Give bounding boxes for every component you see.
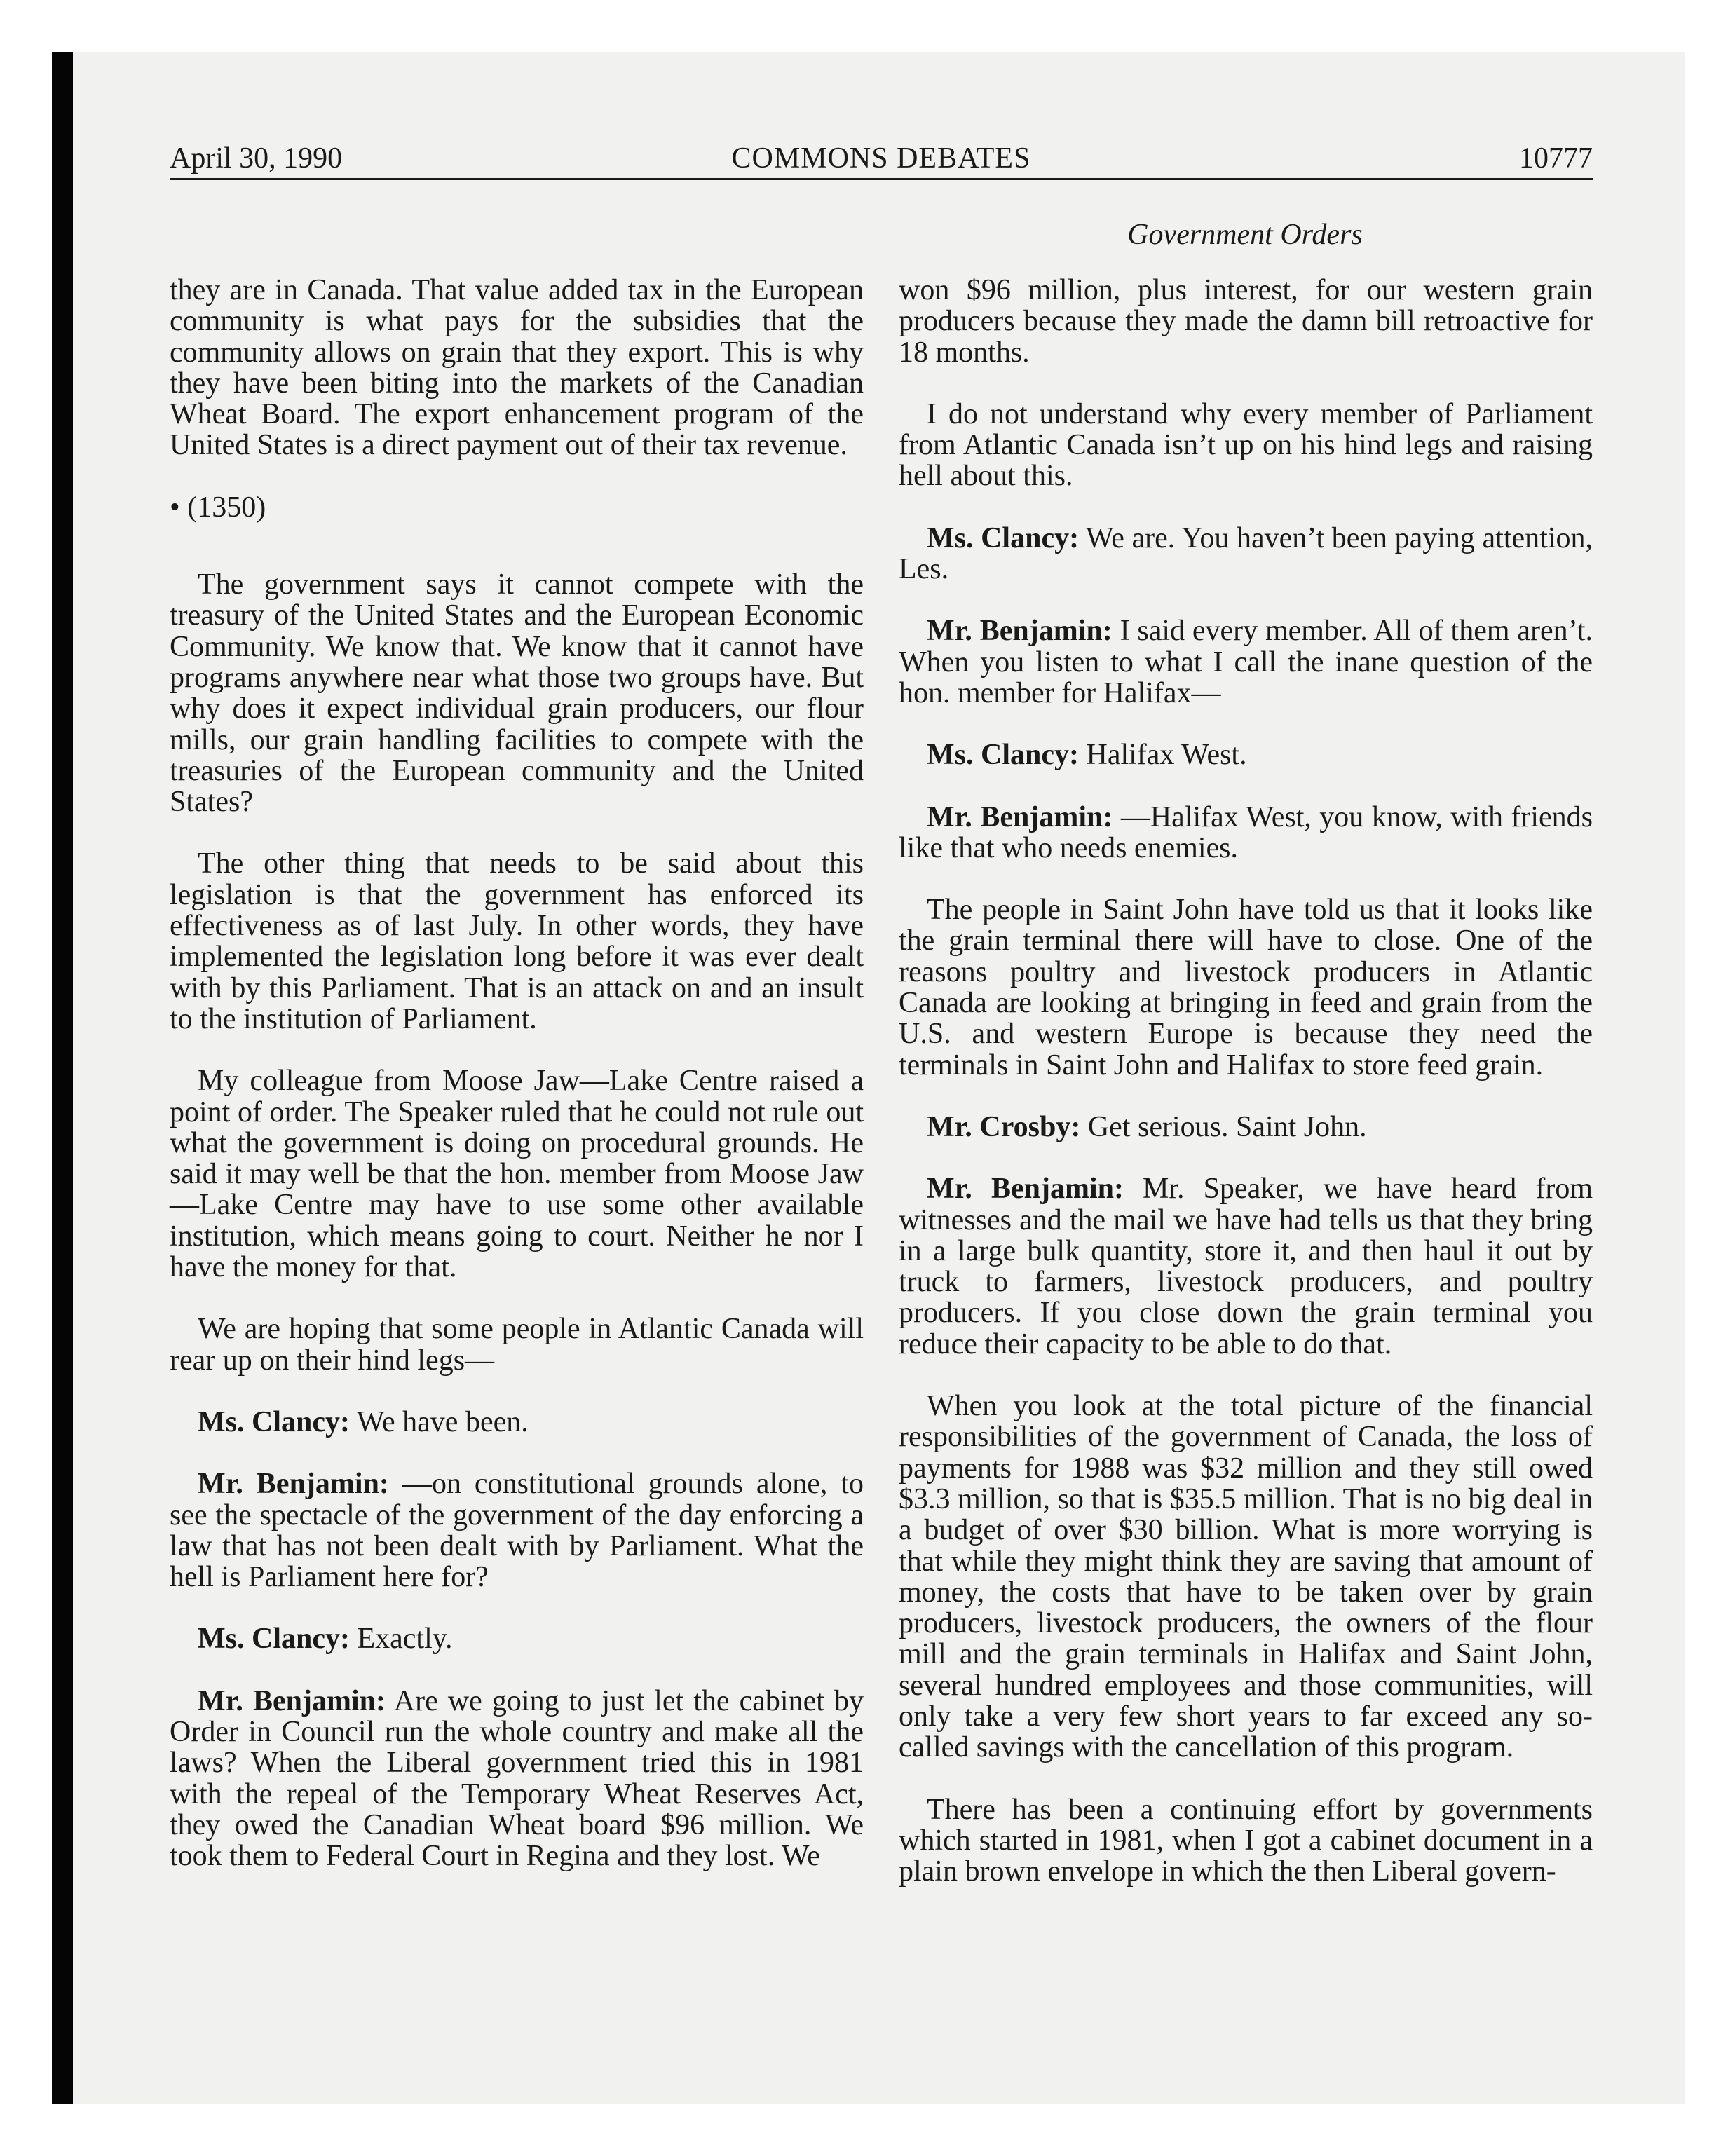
continued-paragraph: they are in Canada. That value added tax in the European community is what pays for the subsidies that the community allows on grain that they export. This is why they have been biting into the markets of the Canadian Wheat Board. The export enhancement program of the United States is a direct payment out of their tax revenue.: [170, 274, 864, 462]
speech-paragraph: [170, 1686, 864, 1872]
speech-paragraph: [899, 1112, 1593, 1142]
speaker-name: Ms. Clancy:: [198, 1623, 350, 1656]
speech-text: —Halifax West, you know, with friends like that who needs enemies.: [899, 800, 1593, 864]
header-rule: [170, 178, 1593, 180]
speech-paragraph: [899, 615, 1593, 709]
speech-paragraph: [170, 1407, 864, 1438]
speaker-name: Mr. Benjamin:: [927, 800, 1113, 833]
speech-paragraph: [899, 739, 1593, 770]
header-publication: COMMONS DEBATES: [731, 142, 1031, 175]
speech-text: Halifax West.: [1086, 739, 1247, 772]
paragraph: The other thing that needs to be said about this legislation is that the government has enforced its effectiveness as of last July. In other words, they have implemented the legislation long before it was ever dealt with by this Parliament. That is an attack on and an insult to the institution of Parliament.: [170, 847, 864, 1035]
page-header: [170, 137, 1593, 179]
paragraph: There has been a continuing effort by governments which started in 1981, when I got a cabinet document in a plain brown envelope in which the then Liberal govern-: [899, 1793, 1593, 1888]
paragraph: We are hoping that some people in Atlantic Canada will rear up on their hind legs—: [170, 1313, 864, 1377]
header-date: April 30, 1990: [170, 142, 343, 175]
paragraph: The people in Saint John have told us that it looks like the grain terminal there will have to close. One of the reasons poultry and livestock producers in Atlantic Canada are looking at bringing in feed and grain from the U.S. and western Europe is because they need the terminals in Saint John and Halifax to store feed grain.: [899, 894, 1593, 1082]
speaker-name: Ms. Clancy:: [198, 1405, 350, 1438]
paragraph: I do not understand why every member of Parliament from Atlantic Canada isn’t up on his hind legs and raising hell about this.: [899, 397, 1593, 493]
time-marker: • (1350): [170, 491, 266, 524]
speaker-name: Mr. Benjamin:: [927, 1173, 1124, 1206]
paragraph: My colleague from Moose Jaw—Lake Centre raised a point of order. The Speaker ruled that he could not rule out what the government is doing on procedural grounds. He said it may well be that the hon. member from Moose Jaw—Lake Centre may have to use some other available institution, which means going to court. Neither he nor I have the money for that.: [170, 1065, 864, 1284]
speech-text: Are we going to just let the cabinet by Order in Council run the whole country and make all the laws? When the Liberal government tried this in 1981 with the repeal of the Temporary Wheat Reserves Act, they owed the Canadian Wheat board $96 million. We took them to Federal Court in Regina and they lost. We: [170, 1684, 864, 1873]
speech-text: —on constitutional grounds alone, to see the spectacle of the government of the day enforcing a law that has not been dealt with by Parliament. What the hell is Parliament here for?: [170, 1468, 864, 1594]
speech-text: Exactly.: [357, 1623, 453, 1656]
scan-binding-edge: [52, 52, 73, 2104]
paragraph: When you look at the total picture of the financial responsibilities of the government of Canada, the loss of payments for 1988 was $32 million and they still owed $3.3 million, so that is $35.5 million. That is no big deal in a budget of over $30 billion. What is more worrying is that while they might think they are saving that amount of money, the costs that have to be taken over by grain producers, livestock producers, the owners of the flour mill and the grain terminals in Halifax and Saint John, several hundred employees and those communities, will only take a very few short years to far exceed any so-called savings with the cancellation of this program.: [899, 1390, 1593, 1764]
header-page-number: 10777: [1519, 142, 1593, 175]
speaker-name: Mr. Benjamin:: [927, 615, 1113, 648]
speech-text: We have been.: [356, 1405, 529, 1438]
speaker-name: Ms. Clancy:: [927, 739, 1079, 772]
speaker-name: Mr. Benjamin:: [198, 1684, 386, 1717]
speech-text: We are. You haven’t been paying attention, Les.: [899, 521, 1593, 586]
continued-paragraph: won $96 million, plus interest, for our western grain producers because they made the damn bill retroactive for 18 months.: [899, 274, 1593, 369]
speech-paragraph: [170, 1468, 864, 1592]
speech-paragraph: [899, 802, 1593, 864]
speech-text: Mr. Speaker, we have heard from witnesses and the mail we have had tells us that they bring in a large bulk quantity, store it, and then haul it out by truck to farmers, livestock producers, and poultry producers. If you close down the grain terminal you reduce their capacity to be able to do that.: [899, 1173, 1593, 1360]
right-column: [899, 275, 1593, 1887]
speech-text: I said every member. All of them aren’t. When you listen to what I call the inane question of the hon. member for Halifax—: [899, 615, 1593, 709]
speech-text: Get serious. Saint John.: [1087, 1110, 1367, 1143]
speech-paragraph: [899, 1173, 1593, 1360]
section-heading: Government Orders: [1127, 219, 1363, 251]
speech-paragraph: [170, 1623, 864, 1654]
speaker-name: Ms. Clancy:: [927, 521, 1080, 554]
left-column: [170, 275, 864, 1871]
speaker-name: Mr. Crosby:: [927, 1110, 1081, 1143]
speaker-name: Mr. Benjamin:: [198, 1468, 389, 1501]
speech-paragraph: [899, 523, 1593, 585]
paragraph: The government says it cannot compete with the treasury of the United States and the European Economic Community. We know that. We know that it cannot have programs anywhere near what those two groups have. But why does it expect individual grain producers, our flour mills, our grain handling facilities to compete with the treasuries of the European community and the United States?: [170, 568, 864, 819]
